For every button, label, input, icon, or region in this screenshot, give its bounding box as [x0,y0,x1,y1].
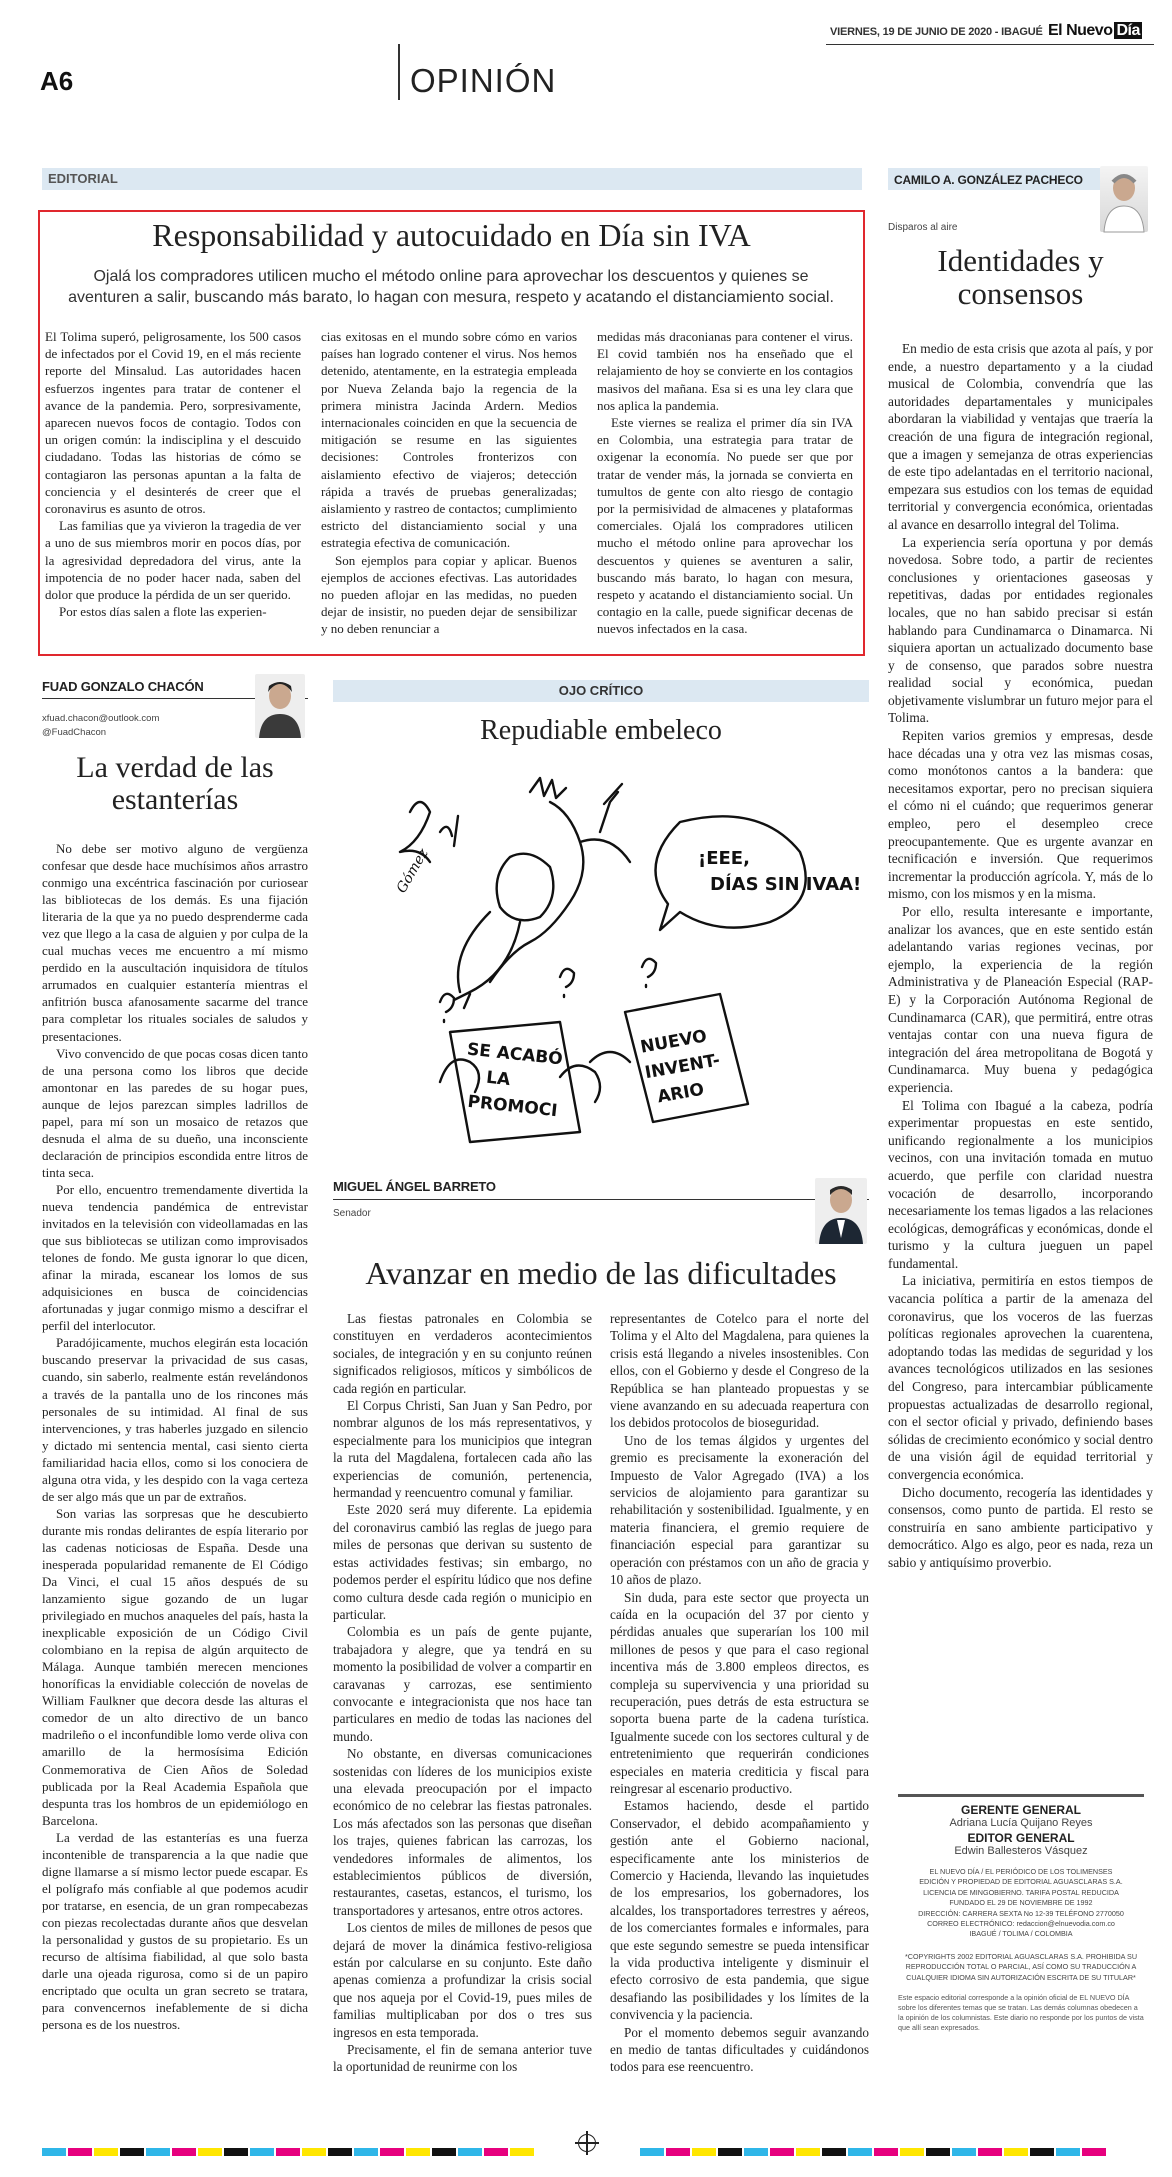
editorial-column-3 [597,328,853,638]
middle-paragraph: Por el momento debemos seguir avanzando en medio de tantas dificultades y cuidándonos todos para ese reencuentro. [610,2024,869,2075]
right-paragraph: La experiencia sería oportuna y por demás novedosa. Sobre todo, a partir de recientes conclusiones y orientaciones gaseosas y repetitivas, dadas por entidades regionales locales, que no han sabido precisar si están hablando para Cundinamarca o Dinamarca. Ni siquiera aportan un actualizado documento base y de consenso, que parados sobre nuestra realidad social y económica, puedan objetivamente vislumbrar un futuro mejor para el Tolima. [888,534,1153,726]
middle-column-2 [610,1310,869,2076]
disclaimer: Este espacio editorial corresponde a la opinión oficial de EL NUEVO DÍA sobre los diferentes temas que se tratan. Las demás columnas obedecen a la opinión de los columnistas. Este diario no responde por los puntos de vista que allí sean expresados. [898,1993,1144,2033]
middle-paragraph: representantes de Cotelco para el norte del Tolima y el Alto del Magdalena, para quienes la crisis está llegando a niveles insostenibles. Con ellos, con el Gobierno y desde el Congreso de la República se han planteado propuestas y se viene avanzando en su adecuada reapertura con los debidos protocolos de bioseguridad. [610,1311,869,1431]
print-color-bar-left [42,2143,536,2151]
left-twitter: @FuadChacon [42,727,107,738]
cartoon-sign-2: NUEVO INVENT- ARIO [638,1026,722,1108]
right-author-avatar [1100,166,1148,232]
registration-crosshair-icon [578,2134,596,2152]
right-author-bar [888,168,1133,190]
right-paragraph: El Tolima con Ibagué a la cabeza, podría experimentar propuestas en este sentido, unificando regionalmente a los municipios vecinos, con una invitación tomada en mutuo acuerdo, que perfile con claridad nuestra vocación de desarrollo, incorporando necesariamente los temas ligados a las relaciones ecológicas, demográficas y económicas, donde el turismo y la cultura jueguen un papel fundamental. [888,1097,1153,1271]
middle-column-1 [333,1310,592,2076]
section-divider [398,44,400,100]
middle-paragraph: Estamos haciendo, desde el partido Conservador, el debido acompañamiento y gestión ante el Gobierno nacional, especificamente ante los ministerios de Comercio y Hacienda, llevando las inquietudes de los empresarios, los gobernadores, los alcaldes, los transportadores terrestres y aéreos, de los comerciantes formales e informales, para que este segundo semestre se pueda intensificar la vida productiva inteligente y disminuir el efecto corrosivo de esta pandemia, que sigue desafiando las posibilidades y los límites de la convivencia y la paciencia. [610,1798,869,2023]
left-email: xfuad.chacon@outlook.com [42,713,160,724]
editorial-paragraph: El Tolima superó, peligrosamente, los 500 casos de infectados por el Covid 19, en el más reciente reporte del Minsalud. Las autoridades hacen esfuerzos ingentes para tratar de contener el avance de la pandemia. Pero, sorpresivamente, aparecen nuevos focos de contagio. Todos con un origen común: la indisciplina y el descuido ciudadano. Todas las historias de cómo se contagiaron las personas apuntan a la falta de conciencia y el desinterés de creer que el coronavirus es asunto de otros. [45,329,301,517]
print-color-bar-right [640,2143,1108,2151]
cartoon-signature: Gómez [393,845,432,896]
gm-name: Adriana Lucía Quijano Reyes [949,1817,1093,1829]
left-paragraph: No debe ser motivo alguno de vergüenza confesar que desde hace muchísimos años arrastro conmigo una excéntrica fascinación por curiosear las bibliotecas de los demás. Es una fijación literaria de la que ya no puedo desprenderme cada vez que llego a la casa de alguien y por culpa de la cual muchas veces me encuentro a mí mismo perdido en la auscultación inquisidora de títulos arrumados en cualquier estantería mientras el anfitrión busca afanosamente sacarme del trance para completar los rituales sociales de saludos y presentaciones. [42,841,308,1044]
editorial-deck: Ojalá los compradores utilicen mucho el método online para aprovechar los descuentos y quienes se aventuren a salir, buscando más barato, lo hagan con mesura, respeto y acatando el distanciamiento social. [68,268,834,306]
editorial-paragraph: cias exitosas en el mundo sobre cómo en varios países han logrado contener el virus. Nos hemos detenido, atentamente, en la estrategia empleada por Nueva Zelanda bajo la regencia de la primera ministra Jacinda Ardern. Medios internacionales coinciden en que la secuencia de mitigación se resume en las siguientes decisiones: Controles fronterizos con aislamiento efectivo de viajeros; detección rápida a través de pruebas generalizadas; aislamiento y rastreo de contactos; cumplimiento estricto del distanciamiento social y una estrategia efectiva de comunicación. [321,329,577,551]
brand-post: Día [1116,22,1140,39]
editorial-column-1 [45,328,301,620]
legal-block [898,1867,1144,1940]
right-paragraph: Por ello, resulta interesante e importante, analizar los avances, que en este sentido están adelantando varias regiones vecinas, por ejemplo, la experiencia de la región Administrativa y de Planeación Especial (RAP-E) y la Corporación Autónoma Regional de Cundinamarca (CAR), que permitirá, entre otras ventajas contar con una nueva figura de integración del área metropolitana de Bogotá y Cundinamarca. Muy buena y pedagógica experiencia. [888,904,1153,1095]
middle-paragraph: Las fiestas patronales en Colombia se constituyen en verdaderos acontecimientos sociales, de integración y en su conjunto reúnen significados religiosos, míticos y simbólicos de cada región en particular. [333,1311,592,1396]
legal-line: EL NUEVO DÍA / EL PERIÓDICO DE LOS TOLIMENSES [929,1867,1113,1876]
editorial-paragraph: Son ejemplos para copiar y aplicar. Buenos ejemplos de acciones efectivas. Las autoridades no pueden aflojar en las medidas, no pueden dejar de insistir, no pueden dejar de sensibilizar y no deben renunciar a [321,552,577,637]
right-title: Identidades y consensos [937,243,1104,312]
editorial-column-2 [321,328,577,638]
middle-paragraph: Precisamente, el fin de semana anterior tuve la oportunidad de reunirme con los [333,2042,592,2075]
middle-author-name: MIGUEL ÁNGEL BARRETO [333,1179,496,1194]
right-paragraph: La iniciativa, permitiría en estos tiempos de vacancia política a partir de la amenaza del coronavirus, que los voceros de las fuerzas políticas regionales aprovechen la cuarentena, adoptando todas las medidas de seguridad y los avances tecnológicos utilizados en las sesiones del Congreso, para intercambiar públicamente propuestas actualizadas de desarrollo regional, con el sector oficial y privado, definiendo bases sólidas de crecimiento económico y social dentro de una visión ágil de equidad territorial y convergencia económica. [888,1273,1153,1482]
cartoon-sign-1: SE ACABÓ LA PROMOCI [466,1039,564,1122]
legal-line: EDICIÓN Y PROPIEDAD DE EDITORIAL AGUASCLARAS S.A. [919,1877,1123,1887]
editorial-paragraph: medidas más draconianas para contener el virus. El covid también nos ha enseñado que el relajamiento de hoy se convierte en los contagios masivos del mañana. Esa si es una ley clara que nos aplica la pandemia. [597,329,853,413]
right-paragraph: Dicho documento, recogería las identidades y consensos, como punto de partida. El resto se construiría en sano ambiente participativo y democrático. Algo es algo, peor es nada, reza un sabio y antiquísimo proverbio. [888,1484,1153,1570]
right-kicker: Disparos al aire [888,222,958,233]
left-paragraph: Vivo convencido de que pocas cosas dicen tanto de una persona como los libros que decide amontonar en las paredes de su hogar pues, aunque de lejos parezcan simples ladrillos de papel, para mí son un mosaico de retazos que desnuda el alma de su dueño, una inconsciente declaración de principios escondida entre litros de tinta seca. [42,1045,308,1180]
middle-author-avatar [815,1178,867,1244]
middle-paragraph: El Corpus Christi, San Juan y San Pedro, por nombrar algunos de los más representativos, y especialmente para los municipios que integran la ruta del Magdalena, fortalecen cada año las experiencias de comunión, pertenencia, hermandad y reencuentro comunal y familiar. [333,1398,592,1501]
cartoon-speech: ¡EEE, DÍAS SIN IVAA! [698,848,862,895]
right-paragraph: En medio de esta crisis que azota al país, y por ende, a nuestro departamento y a la ciudad musical de Colombia, convendría que las autoridades departamentales y municipales abordaran la viabilidad y ventajas que traería la creación de una figura de integración regional, que a imagen y semejanza de otras experiencias de este tipo adelantadas en el territorio nacional, empezara sus estudios con los temas de equidad territorial y convergencia económica, orientadas al avance en desarrollo integral del Tolima. [888,341,1153,532]
middle-paragraph: Este 2020 será muy diferente. La epidemia del coronavirus cambió las reglas de juego para miles de personas que derivan su sustento de estas actividades festivas; sin embargo, no podemos perder el espíritu lúdico que nos define como cultura desde cada región o municipio en particular. [333,1502,592,1622]
legal-line: DIRECCIÓN: CARRERA SEXTA No 12-39 TELÉFONO 2770050 [918,1908,1124,1918]
date-line: VIERNES, 19 DE JUNIO DE 2020 - IBAGUÉ [830,26,1043,38]
cartoon-illustration [380,762,862,1162]
left-paragraph: Por ello, encuentro tremendamente divertida la nueva tendencia pandémica de entrevistar invitados en la televisión con videollamadas en las que sus bibliotecas se utilizan como improvisados telones de fondo. Me gusta ignorar lo que dicen, afinar la mirada, escanear los lomos de sus adquisiciones en busca de coincidencias afortunadas y jugar conmigo mismo a descifrar el perfil del interlocutor. [42,1181,308,1334]
left-author-name: FUAD GONZALO CHACÓN [42,679,204,694]
middle-title: Avanzar en medio de las dificultades [365,1255,837,1291]
left-title: La verdad de las estanterías [76,751,274,817]
left-paragraph: La verdad de las estanterías es una fuerza incontenible de transparencia a la que nadie que digne llamarse a sí mismo lector puede escapar. Es el polígrafo más confiable al que podemos acudir por tratarse, en esencia, de un gran rompecabezas con piezas recolectadas durante años que desvelan la personalidad y gustos de su propietario. Es un recurso de altísima fiabilidad, al que solo basta darle una ojeada rigurosa, como si de un papiro encriptado que oculta un gran secreto se tratara, para convencernos inefablemente de si dicha persona es de los nuestros. [42,1829,308,2033]
middle-paragraph: Uno de los temas álgidos y urgentes del gremio es precisamente la exoneración del Impuesto de Valor Agregado (IVA) a los servicios de alojamiento para garantizar su rehabilitación y sostenibilidad. Igualmente, y en materia financiera, el gremio requiere de financiación especial para garantizar su operación con préstamos con un año de gracia y 10 años de plazo. [610,1432,869,1588]
middle-paragraph: No obstante, en diversas comunicaciones sostenidas con líderes de los municipios existe una elevada preocupación por el impacto económico de no celebrar las fiestas patronales. Los más afectados son las personas que diseñan los trajes, quienes fabrican las carrozas, los vendedores informales de alimentos, los establecimientos públicos de diversión, restaurantes, casetas, estancos, el turismo, los transportadores y artesanos, entre otros actores. [333,1746,592,1918]
left-body [42,840,308,2033]
middle-author-role: Senador [333,1208,371,1219]
editorial-paragraph: Las familias que ya vivieron la tragedia de ver a uno de sus miembros morir en pocos días, por la agresividad depredadora del virus, ante la impotencia de no poder hacer nada, saben del dolor que produce la pérdida de un ser querido. [45,518,301,603]
left-paragraph: Paradójicamente, muchos elegirán esta locación buscando preservar la privacidad de sus casas, cuando, sin saberlo, realmente están revelándonos a través de la pantalla uno de los rincones más personales de su intimidad. Al final de sus intervenciones, y tras haberles juzgado en silencio y dictado mi sentencia mental, casi siento cierta familiaridad hacia ellos, como si los conociera de alguna otra vida, y les despido con la vaga certeza de ser algo más que un par de extraños. [42,1335,308,1504]
ed-name: Edwin Ballesteros Vásquez [954,1845,1088,1857]
middle-paragraph: Colombia es un país de gente pujante, trabajadora y alegre, que ya tendrá en su momento la posibilidad de volver a compartir en caravanas y carrozas, ese sentimiento convocante e integracionista que nos hace tan particulares en medio de todas las naciones del mundo. [333,1624,592,1744]
cartoon-label: OJO CRÍTICO [558,683,644,698]
cartoon-title: Repudiable embeleco [480,715,722,746]
cartoon-label-bar [333,680,869,702]
editorial-paragraph: Por estos días salen a flote las experien- [59,604,267,620]
legal-line: IBAGUÉ / TOLIMA / COLOMBIA [969,1929,1073,1939]
section-title: OPINIÓN [410,62,557,99]
ed-label: EDITOR GENERAL [967,1831,1075,1845]
editorial-paragraph: Este viernes se realiza el primer día sin IVA en Colombia, una estrategia para tratar de oxigenar la economía. No puede ser que por tratar de vender más, la jornada se convierta en tumultos de gente con alto riesgo de contagio por la permisividad de almacenes y plataformas comerciales. Ojalá los compradores utilicen mucho el método online para aprovechar los descuentos y quienes se aventuren a salir, buscando más barato, lo hagan con mesura, respeto y acatando el distanciamiento social. Un contagio en la calle, puede significar decenas de nuevos infectados en la casa. [597,415,853,637]
masthead-box [898,1794,1144,2112]
editorial-label: EDITORIAL [42,168,862,190]
left-paragraph: Son varias las sorpresas que he descubierto durante mis rondas delirantes de espía literario por las cadenas noticiosas de España. Desde una inesperada popularidad remanente de El Código Da Vinci, el cual 15 años después de su lanzamiento sigue gozando de un lugar privilegiado en muchos anaqueles del país, hasta la inexplicable exposición de un Código Civil colombiano en la repisa de algún arquitecto de Málaga. Aunque también merecen menciones honoríficas la envidiable colección de novelas de William Faulkner que decora desde las alturas el comedor de un alto directivo de un banco madrileño o el inconfundible lomo verde oliva con amarillo de la hermosísima Edición Conmemorativa de Cien Años de Soledad publicada por la Real Academia Española que despunta tras los hombros de un epidemiólogo en Barcelona. [42,1505,308,1828]
middle-paragraph: Los cientos de miles de millones de pesos que dejará de mover la dinámica festivo-religiosa están por calcularse en su conjunto. Este daño apenas comienza a profundizar la crisis social que nos aqueja por el Covid-19, pues miles de familias multiplicaban por dos o tres sus ingresos en esta temporada. [333,1920,592,2040]
brand-logo [1048,22,1142,40]
editorial-title: Responsabilidad y autocuidado en Día sin IVA [152,217,751,253]
page-header [0,0,1172,48]
right-author-name: CAMILO A. GONZÁLEZ PACHECO [894,173,1083,187]
middle-author-bar [333,1178,869,1200]
left-author-avatar [255,674,305,738]
gm-label: GERENTE GENERAL [960,1803,1081,1817]
middle-paragraph: Sin duda, para este sector que proyecta un caída en la ocupación del 37 por ciento y pérdidas anuales que superarían los 100 mil millones de pesos y que para el caso regional incentiva más de 3.800 empleos directos, es compleja su supervivencia y una prioridad su recuperación, pues detrás de esta estructura se soporta buena parte de la cadena turística. Igualmente sucede con los sectores cultural y de entretenimiento que requerirán condiciones especiales en materia crediticia y fiscal para reingresar al escenario productivo. [610,1589,869,1796]
copyright: *COPYRIGHTS 2002 EDITORIAL AGUASCLARAS S.A. PROHIBIDA SU REPRODUCCIÓN TOTAL O PARCIAL, ASÍ COMO SU TRADUCCIÓN A CUALQUIER IDIOMA SIN AUTORIZACIÓN ESCRITA DE SU TITULAR* [904,1951,1138,1982]
legal-line: FUNDADO EL 29 DE NOVIEMBRE DE 1992 [949,1898,1093,1908]
right-body [888,340,1153,1572]
page-number: A6 [40,66,74,96]
legal-line: CORREO ELECTRÓNICO: redaccion@elnuevodia.com.co [927,1919,1115,1929]
legal-line: LICENCIA DE MINGOBIERNO. TARIFA POSTAL REDUCIDA [923,1887,1119,1897]
brand-pre: El Nuevo [1048,22,1113,39]
right-paragraph: Repiten varios gremios y empresas, desde hace décadas una y otra vez las mismas cosas, como monótonos cantos a la bandera: que necesitamos exportar, pero no precisan siquiera el cómo ni el cuándo; que requerimos generar empleo, pero el desempleo crece preocupantemente. Que es urgente avanzar en tecnificación e inversión. Que requerimos incrementar la producción agrícola. Y, más de lo mismo, con los mismos y en la misma. [888,728,1153,902]
